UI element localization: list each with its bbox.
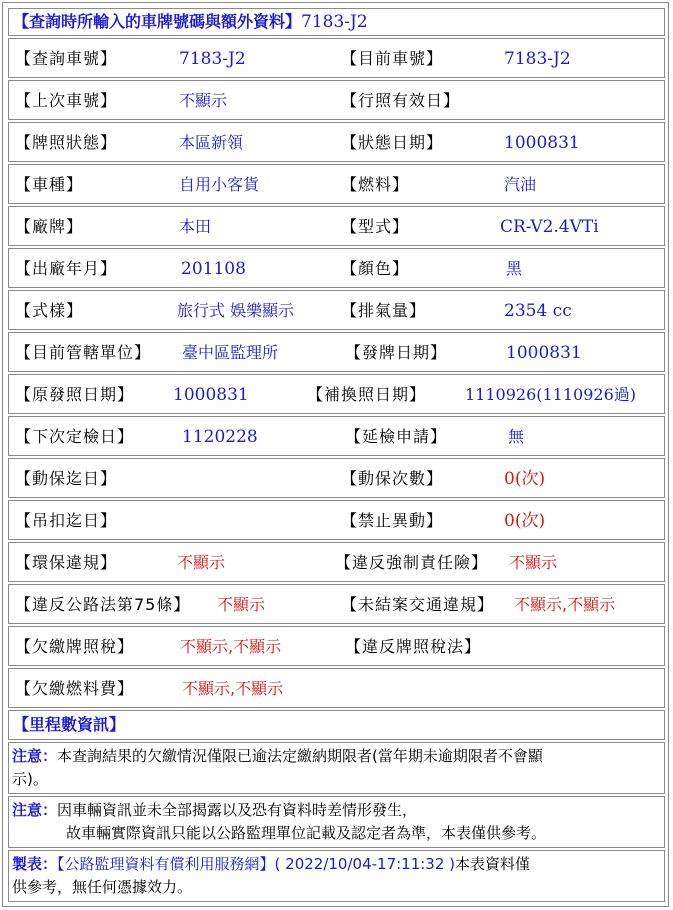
value-status-date: 1000831	[504, 133, 580, 153]
label-original-issue-date: 【原發照日期】	[15, 385, 135, 404]
title-row	[8, 8, 665, 36]
value-vehicle-type: 自用小客貨	[179, 175, 260, 194]
row-vehicle-type	[8, 164, 665, 204]
label-compulsory-insurance: 【違反強制責任險】	[335, 553, 489, 572]
label-suspension-end-date: 【吊扣迄日】	[15, 511, 118, 530]
value-highway-act-75: 不顯示	[217, 595, 266, 614]
label-manufacture-date: 【出廠年月】	[15, 259, 118, 278]
footer-head: 製表：	[12, 855, 58, 873]
row-manufacture-date	[8, 248, 665, 288]
label-license-valid-date: 【行照有效日】	[341, 91, 461, 110]
label-environmental-violation: 【環保違規】	[15, 553, 118, 572]
label-model: 【型式】	[341, 217, 410, 236]
label-brand: 【廠牌】	[15, 217, 84, 236]
value-environmental-violation: 不顯示	[177, 553, 226, 572]
value-unpaid-fuel-fee: 不顯示,不顯示	[182, 679, 284, 698]
value-model: CR-V2.4VTi	[500, 217, 599, 237]
value-unpaid-license-tax: 不顯示,不顯示	[180, 637, 282, 656]
value-plate-status: 本區新領	[179, 133, 244, 152]
value-brand: 本田	[179, 217, 212, 236]
label-reissue-date: 【補換照日期】	[307, 385, 427, 404]
row-collateral	[8, 458, 665, 498]
label-issue-date: 【發牌日期】	[345, 343, 448, 362]
row-previous-plate	[8, 80, 665, 120]
value-collateral-count: 0(次)	[504, 469, 546, 489]
note-box-arrears	[8, 742, 665, 794]
label-jurisdiction: 【目前管轄單位】	[15, 343, 152, 362]
label-plate-status: 【牌照狀態】	[15, 133, 118, 152]
value-jurisdiction: 臺中區監理所	[182, 343, 279, 362]
footer-box	[8, 850, 665, 902]
row-license-tax	[8, 626, 665, 666]
row-body-style	[8, 290, 665, 330]
value-previous-plate: 不顯示	[179, 91, 228, 110]
note-arrears-line1: 本查詢結果的欠繳情況僅限已逾法定繳納期限者(當年期未逾期限者不會顯	[57, 747, 543, 765]
value-current-plate: 7183-J2	[504, 49, 571, 69]
label-previous-plate: 【上次車號】	[15, 91, 118, 110]
row-suspension	[8, 500, 665, 540]
value-issue-date: 1000831	[506, 343, 582, 363]
label-next-inspection: 【下次定檢日】	[15, 427, 135, 446]
note-arrears	[12, 745, 657, 791]
footer-line2: 供參考，無任何憑據效力。	[12, 878, 193, 896]
note-box-disclaimer	[8, 796, 665, 848]
value-next-inspection: 1120228	[182, 427, 258, 447]
value-transfer-ban: 0(次)	[504, 511, 546, 531]
note-disclaimer	[12, 799, 657, 845]
note-disclaimer-line1: 因車輛資訊並未全部揭露以及恐有資料時差情形發生，	[57, 801, 418, 819]
row-mileage	[8, 710, 665, 740]
footer-tail: 本表資料僅	[455, 855, 531, 873]
label-unpaid-license-tax: 【欠繳牌照稅】	[15, 637, 135, 656]
label-unpaid-fuel-fee: 【欠繳燃料費】	[15, 679, 135, 698]
mileage-info-label: 【里程數資訊】	[13, 715, 126, 734]
report-title	[13, 12, 368, 32]
label-color: 【顏色】	[341, 259, 410, 278]
value-fuel: 汽油	[504, 175, 537, 194]
row-plate-status	[8, 122, 665, 162]
value-reissue-date: 1110926(1110926過)	[465, 385, 637, 404]
label-inspection-extension: 【延檢申請】	[345, 427, 448, 446]
row-original-issue	[8, 374, 665, 414]
value-displacement: 2354 cc	[504, 301, 572, 321]
row-jurisdiction	[8, 332, 665, 372]
title-label: 【查詢時所輸入的車牌號碼與額外資料】	[13, 12, 302, 31]
label-highway-act-75: 【違反公路法第75條】	[15, 595, 191, 614]
row-next-inspection	[8, 416, 665, 456]
footer-timestamp: ( 2022/10/04-17:11:32 )	[274, 855, 456, 873]
label-collateral-end-date: 【動保迄日】	[15, 469, 118, 488]
row-highway-act	[8, 584, 665, 624]
title-code: 7183-J2	[301, 12, 368, 32]
row-fuel-fee	[8, 668, 665, 708]
label-displacement: 【排氣量】	[341, 301, 427, 320]
row-brand	[8, 206, 665, 246]
note-arrears-line2: 示)。	[12, 770, 48, 788]
label-open-traffic-violations: 【未結案交通違規】	[341, 595, 495, 614]
value-open-traffic-violations: 不顯示,不顯示	[514, 595, 616, 614]
value-body-style: 旅行式 娛樂顯示	[177, 301, 295, 320]
value-inspection-extension: 無	[508, 427, 525, 446]
label-vehicle-type: 【車種】	[15, 175, 84, 194]
row-environmental	[8, 542, 665, 582]
row-plate-query	[8, 38, 665, 78]
label-fuel: 【燃料】	[341, 175, 410, 194]
note-arrears-head: 注意：	[12, 747, 58, 765]
value-original-issue-date: 1000831	[173, 385, 249, 405]
value-compulsory-insurance: 不顯示	[509, 553, 558, 572]
label-collateral-count: 【動保次數】	[341, 469, 444, 488]
label-license-tax-violation: 【違反牌照稅法】	[345, 637, 482, 656]
label-query-plate: 【查詢車號】	[15, 49, 118, 68]
value-manufacture-date: 201108	[181, 259, 246, 279]
label-status-date: 【狀態日期】	[341, 133, 444, 152]
value-query-plate: 7183-J2	[179, 49, 246, 69]
value-color: 黑	[506, 259, 523, 278]
label-body-style: 【式樣】	[15, 301, 84, 320]
label-current-plate: 【目前車號】	[341, 49, 444, 68]
label-transfer-ban: 【禁止異動】	[341, 511, 444, 530]
note-disclaimer-line2: 故車輛實際資訊只能以公路監理單位記載及認定者為準，本表僅供參考。	[66, 824, 547, 842]
footer-source: 【公路監理資料有償利用服務網】	[57, 855, 275, 873]
note-disclaimer-head: 注意：	[12, 801, 58, 819]
footer-text	[12, 853, 657, 899]
